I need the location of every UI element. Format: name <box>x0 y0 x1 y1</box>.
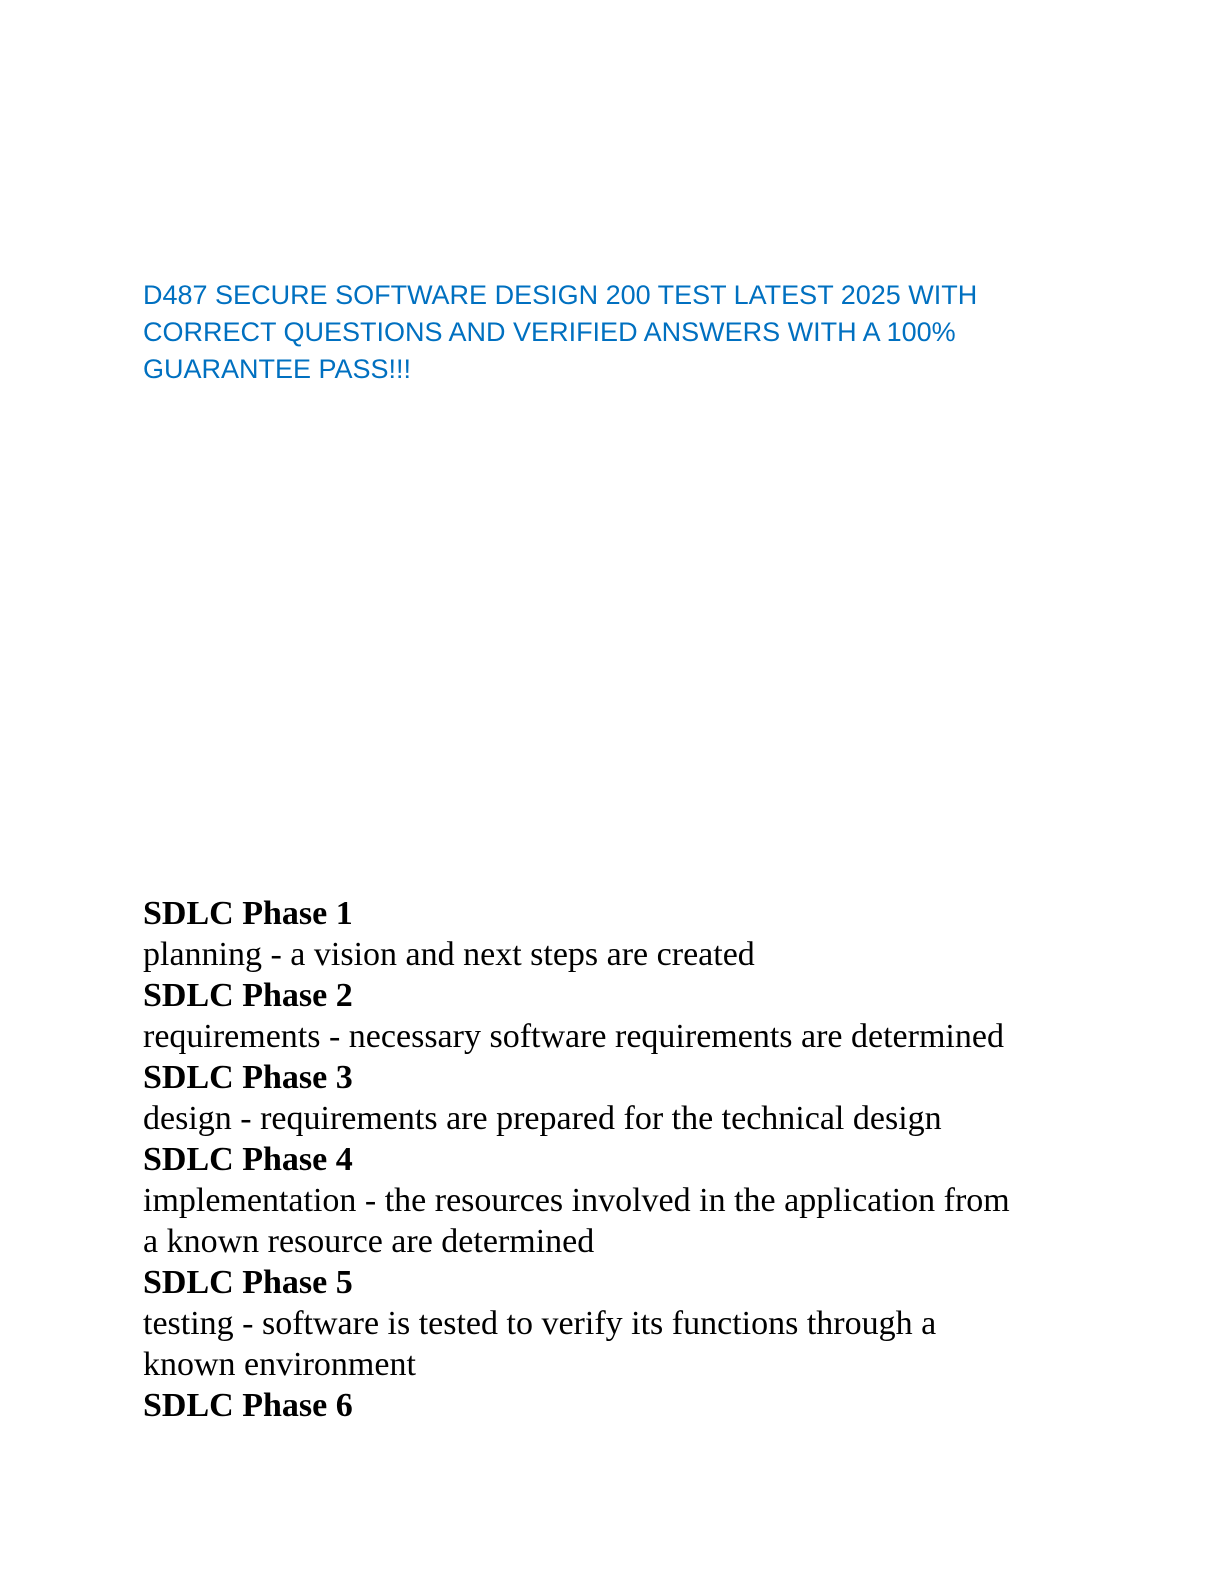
qa-term: SDLC Phase 5 <box>143 1264 353 1301</box>
document-title-line-1: D487 SECURE SOFTWARE DESIGN 200 TEST LATEST 2025 WITH <box>143 280 978 310</box>
qa-item-1 <box>143 893 1103 975</box>
qa-definition-line: known environment <box>143 1346 416 1383</box>
qa-item-6 <box>143 1385 1103 1426</box>
qa-definition <box>143 1098 1103 1139</box>
qa-definition-line: planning - a vision and next steps are created <box>143 936 755 973</box>
question-answer-list <box>143 893 1103 1426</box>
qa-definition <box>143 934 1103 975</box>
qa-definition-line: requirements - necessary software requirements are determined <box>143 1018 1004 1055</box>
qa-term: SDLC Phase 1 <box>143 895 353 932</box>
document-title-line-2: CORRECT QUESTIONS AND VERIFIED ANSWERS WITH A 100% <box>143 317 956 347</box>
qa-definition-line: implementation - the resources involved in the application from <box>143 1182 1010 1219</box>
qa-item-2 <box>143 975 1103 1057</box>
qa-definition-line: testing - software is tested to verify its functions through a <box>143 1305 937 1342</box>
qa-definition-line: a known resource are determined <box>143 1223 595 1260</box>
qa-definition <box>143 1180 1103 1262</box>
qa-item-5 <box>143 1262 1103 1385</box>
qa-definition <box>143 1303 1103 1385</box>
qa-item-4 <box>143 1139 1103 1262</box>
qa-definition <box>143 1016 1103 1057</box>
qa-item-3 <box>143 1057 1103 1139</box>
qa-term: SDLC Phase 2 <box>143 977 353 1014</box>
qa-term: SDLC Phase 4 <box>143 1141 353 1178</box>
document-title <box>143 277 1103 388</box>
qa-term: SDLC Phase 6 <box>143 1387 353 1424</box>
qa-term: SDLC Phase 3 <box>143 1059 353 1096</box>
qa-definition-line: design - requirements are prepared for the technical design <box>143 1100 942 1137</box>
document-title-line-3: GUARANTEE PASS!!! <box>143 354 412 384</box>
